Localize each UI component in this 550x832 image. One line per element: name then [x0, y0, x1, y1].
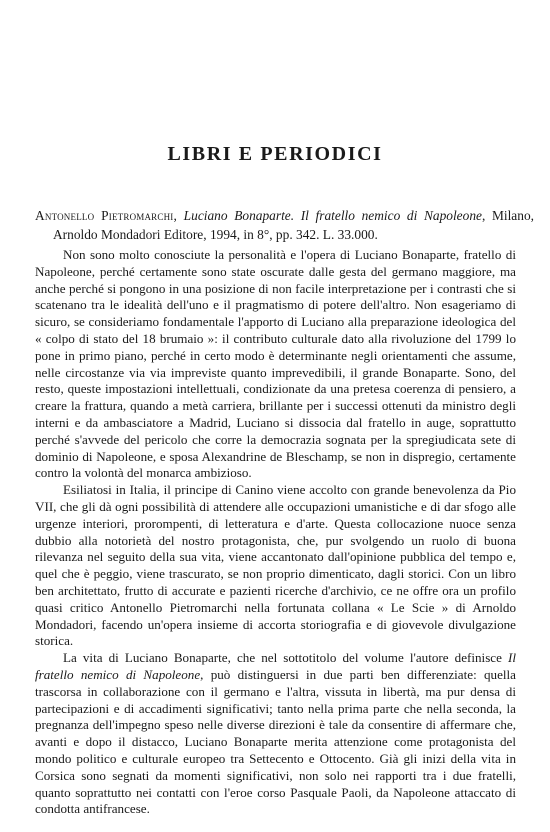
paragraph-3-rest: , può distinguersi in due parti ben differenziate: quella trascorsa in collaborazione con il germano e l'altra, vissuta in libertà, ma pur densa di partecipazioni e di accadimenti significativi; tanto nella prima parte che nella seconda, la pregnanza dell'impegno speso nelle diverse direzioni è tale da consentire di affermare che, avanti e dopo il distacco, Luciano Bonaparte merita attenzione come protagonista del mondo politico e culturale europeo tra Settecento e Ottocento. Già gli inizi della vita in Corsica sono segnati da momenti significativi, non solo nei rapporti tra i due fratelli, quanto soprattutto nei contatti con l'eroe corso Pasquale Paoli, da Napoleone attaccato di condotta antifrancese.	[35, 666, 516, 817]
review-body	[35, 247, 516, 818]
paragraph-2: Esiliatosi in Italia, il principe di Canino viene accolto con grande benevolenza da Pio VII, che gli dà ogni possibilità di attendere alle occupazioni umanistiche e di dar sfogo alle urgenze interiori, prorompenti, di letteratura e d'arte. Questa collocazione nuoce senza dubbio alla notorietà del nostro protagonista, che, pur svolgendo un ruolo di buona rilevanza nel seguito della sua vita, viene accantonato dall'opinione pubblica del tempo e, quel che è peggio, viene trascurato, se non proprio dimenticato, dagli storici. Con un libro ben architettato, frutto di accurate e pazienti ricerche d'archivio, ce ne offre ora un profilo quasi critico Antonello Pietromarchi nella fortunata collana « Le Scie » di Arnoldo Mondadori, facendo un'opera insieme di accorta storiografia e di giovevole divulgazione storica.	[35, 482, 516, 649]
paragraph-3-start: La vita di Luciano Bonaparte, che nel sottotitolo del volume l'autore definisce	[63, 650, 508, 666]
paragraph-3-subtitle: Il fratello nemico di Napoleone	[35, 650, 516, 682]
book-citation	[35, 206, 534, 244]
citation-author: Antonello Pietromarchi,	[35, 208, 178, 223]
citation-book-title: Luciano Bonaparte. Il fratello nemico di Napoleone	[183, 208, 482, 223]
paragraph-1: Non sono molto conosciute la personalità e l'opera di Luciano Bonaparte, fratello di Napoleone, perché certamente sono state oscurate dalle gesta del germano maggiore, ma anche perché si pongono in una posizione di non facile interpretazione per i contrasti che si scatenano tra le idealità dell'uno e il pragmatismo di potere dell'altro. Non esageriamo di sicuro, se consideriamo fondamentale l'apporto di Luciano alla preparazione ideologica del « colpo di stato del 18 brumaio »: il contributo culturale dato alla rivoluzione del 1799 lo pone in primo piano, perché in certo modo è determinante negli orientamenti che assume, nelle circostanze via via impreviste quanto imprevedibili, il grande Bonaparte. Sono, del resto, queste impostazioni intellettuali, condizionate da una pretesa coerenza di pensiero, a creare la frattura, quando a metà carriera, brillante per i successi ottenuti da ministro degli interni e da ambasciatore a Madrid, Luciano si dissocia dal fratello in auge, soprattutto perché s'avvede del pericolo che corre la democrazia sognata per la spregiudicata sete di dominio di Napoleone, e sposa Alexandrine de Bleschamp, se non in dispregio, certamente contro la volontà del monarca ambizioso.	[35, 247, 516, 481]
paragraph-3	[35, 650, 516, 818]
section-title: LIBRI E PERIODICI	[167, 143, 383, 165]
citation-publisher: , Milano, Arnoldo Mondadori Editore, 1994, in 8°, pp. 342. L. 33.000.	[53, 208, 534, 242]
